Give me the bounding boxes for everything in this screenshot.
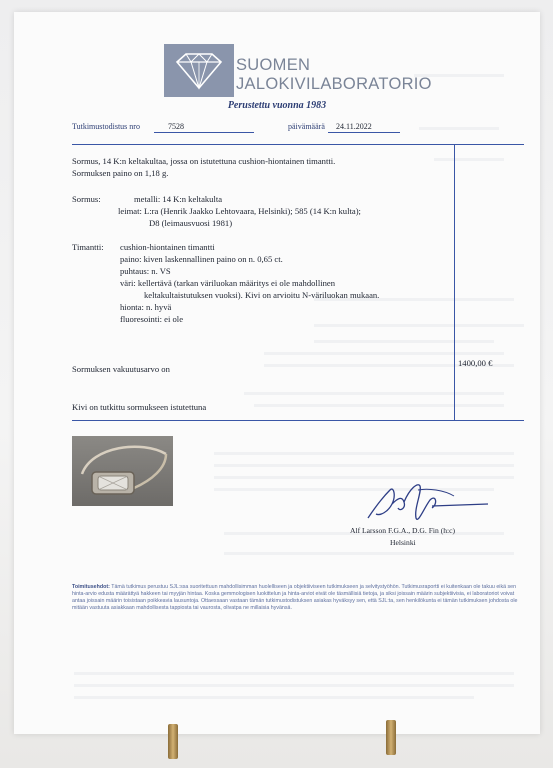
diamond-color-line1: väri: kellertävä (tarkan väriluokan määritys ei ole mahdollinen [120, 278, 335, 288]
diamond-clarity: puhtaus: n. VS [120, 266, 171, 276]
certificate-number: 7528 [168, 122, 184, 131]
ring-metal: metalli: 14 K:n keltakulta [134, 194, 223, 204]
ring-image-icon [72, 436, 173, 506]
description-line1: Sormus, 14 K:n keltakultaa, jossa on istutettuna cushion-hiontainen timantti. [72, 156, 336, 166]
header-rule [72, 144, 524, 145]
stand-clip-left [168, 724, 178, 759]
valuation-label: Sormuksen vakuutusarvo on [72, 364, 170, 374]
diamond-weight: paino: kiven laskennallinen paino on n. 0,65 ct. [120, 254, 283, 264]
diamond-polish: hionta: n. hyvä [120, 302, 172, 312]
ring-label: Sormus: [72, 194, 101, 204]
founded-line: Perustettu vuonna 1983 [227, 100, 327, 111]
diamond-logo-icon [164, 44, 234, 97]
body-bottom-rule [72, 420, 524, 421]
diamond-label: Timantti: [72, 242, 104, 252]
terms-heading: Toimitusehdot: [72, 584, 110, 590]
certificate-date: 24.11.2022 [336, 122, 372, 131]
diamond-cut: cushion-hiontainen timantti [120, 242, 215, 252]
stand-clip-right [386, 720, 396, 755]
signatory-name: Alf Larsson F.G.A., D.G. Fin (h:c) [350, 526, 456, 535]
date-underline [328, 132, 400, 133]
ring-photo [72, 436, 173, 506]
date-label: päivämäärä [288, 122, 325, 131]
diamond-color-line2: keltakultaistutuksen vuoksi). Kivi on arvioitu N-väriluokan mukaan. [144, 290, 380, 300]
certificate-number-label: Tutkimustodistus nro [72, 122, 140, 131]
value-column-rule [454, 144, 455, 420]
diamond-fluorescence: fluoresointi: ei ole [120, 314, 184, 324]
mounted-note: Kivi on tutkittu sormukseen istutettuna [72, 402, 207, 412]
valuation-amount: 1400,00 € [458, 358, 493, 368]
lab-name [236, 56, 432, 94]
certificate-sheet [14, 12, 540, 734]
signatory-city: Helsinki [390, 538, 416, 547]
lab-logo [164, 44, 234, 97]
terms-text: Tämä tutkimus perustuu SJL:ssa suoritettuun mahdollisimman huolelliseen ja objektiiviseen tutkimukseen ja selvitystyöhön. Tutkimusraportti ei kuitenkaan ole takuu eikä sen hinta-arvio edusta määrättyä hakkeen tai myyjän hintaa. Koska gemmologisen luokittelun ja hinta-arviot eivät ole täsmällisiä tietoja, ja siksi joissain määrin subjektiivisia, ei laboratoriot voivat antaa joissain määrin toisistaan poikkeavia lausuntoja. Ottaessaan vastaan tämän tutkimustodistuksen asiakas hyväksyy sen, että SJL:ta, sen henkilökunta ei tämän tutkimuksen johdosta ole mitään vastuuta asiakkaan mahdollisesta tappiosta tai vaurosta, olivatpa ne millaisia hyvänsä. [72, 584, 518, 611]
lab-name-line1: SUOMEN [236, 56, 311, 74]
description-line2: Sormuksen paino on 1,18 g. [72, 168, 169, 178]
number-underline [154, 132, 254, 133]
ring-marks-line1: leimat: L:ra (Henrik Jaakko Lehtovaara, Helsinki); 585 (14 K:n kulta); [118, 206, 361, 216]
ring-marks-line2: D8 (leimausvuosi 1981) [149, 218, 233, 228]
signature-icon [358, 478, 498, 528]
lab-name-line2: JALOKIVILABORATORIO [236, 75, 432, 93]
terms-of-delivery [72, 584, 526, 612]
